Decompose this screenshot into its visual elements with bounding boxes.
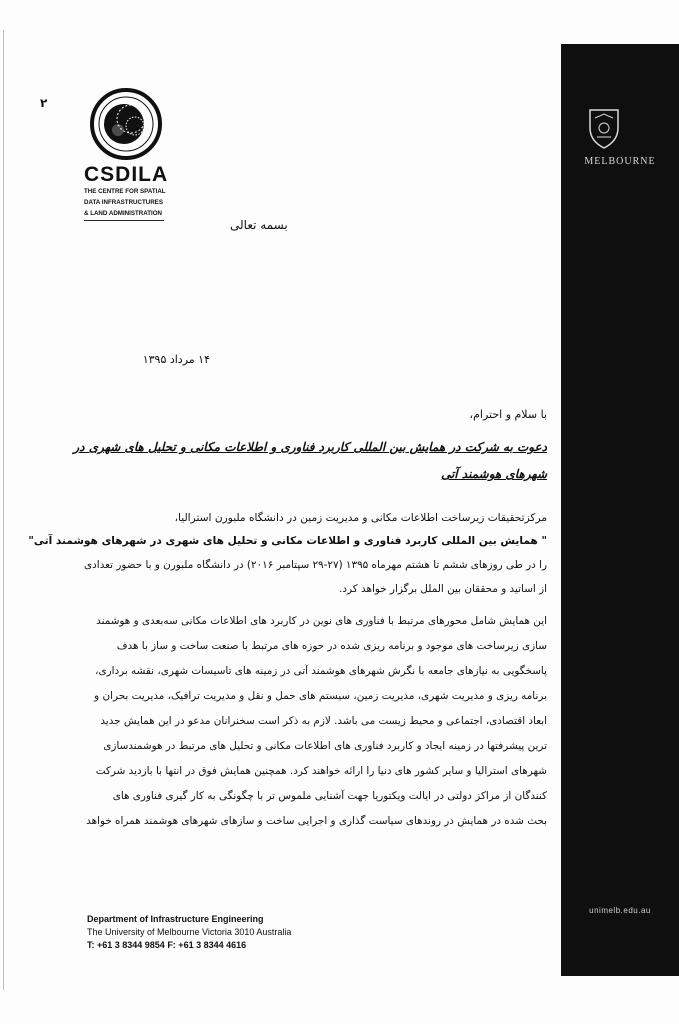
letter-date: ۱۴ مرداد ۱۳۹۵ (142, 353, 210, 366)
body-line-3: پاسخگویی به نیازهای جامعه با نگرش شهرهای هوشمند آتی در زمینه های تاسیسات شهری، نقشه برداری، (95, 665, 547, 677)
intro-line-1: مرکزتحقیقات زیرساخت اطلاعات مکانی و مدیریت زمین در دانشگاه ملبورن استرالیا، (174, 512, 547, 524)
logo-subtitle-1: THE CENTRE FOR SPATIAL (84, 188, 166, 195)
body-line-8: کنندگان از مراکز دولتی در ایالت ویکتوریا جهت آشنایی ملموس تر با چگونگی به کار گیری فناوری های (112, 790, 547, 802)
university-crest-icon (587, 106, 621, 150)
csdila-emblem-icon (88, 86, 164, 162)
university-url: unimelb.edu.au (589, 906, 651, 915)
body-line-5: ابعاد اقتصادی، اجتماعی و محیط زیست می باشد. لازم به ذکر است سخنرانان مدعو در این همایش جدید (100, 715, 547, 727)
footer-department: Department of Infrastructure Engineering (87, 914, 264, 924)
logo-divider (84, 220, 164, 221)
university-side-strip (561, 44, 679, 976)
intro-line-3: را در طی روزهای ششم تا هشتم مهرماه ۱۳۹۵ (۲۷-۲۹ سپتامبر ۲۰۱۶) در دانشگاه ملبورن و با حضور تعدادی (84, 559, 547, 571)
body-line-6: ترین پیشرفتها در زمینه ایجاد و کاربرد فناوری های اطلاعات مکانی و تحلیل های مرتبط در هوشمندسازی (103, 740, 547, 752)
university-name: MELBOURNE (584, 156, 656, 167)
letter-subject-line-1: دعوت به شرکت در همایش بین المللی کاربرد فناوری و اطلاعات مکانی و تحلیل های شهری در (73, 440, 547, 454)
body-line-4: برنامه ریزی و مدیریت شهری، مدیریت زمین، سیستم های حمل و نقل و مدیریت ترافیک، مدیریت بحران و (94, 690, 547, 702)
footer-address: The University of Melbourne Victoria 3010 Australia (87, 927, 292, 937)
body-line-7: شهرهای استرالیا و سایر کشور های دنیا را ارائه خواهند کرد. همچنین همایش فوق در انتها با بازدید شرکت (95, 765, 547, 777)
body-line-1: این همایش شامل محورهای مرتبط با فناوری های نوین در کاربرد های اطلاعات مکانی سه‌بعدی و هوشمند (96, 615, 547, 627)
logo-subtitle-2: DATA INFRASTRUCTURES (84, 199, 163, 206)
letter-heading: بسمه تعالی (230, 218, 288, 232)
body-line-9: بحث شده در همایش در روندهای سیاست گذاری و اجرایی ساخت و سازهای شهرهای هوشمند همراه خواهد (86, 815, 547, 827)
margin-mark: ۲ (40, 96, 48, 110)
intro-line-2: " همایش بین المللی کاربرد فناوری و اطلاعات مکانی و تحلیل های شهری در شهرهای هوشمند آتی" (28, 535, 547, 547)
letter-greeting: با سلام و احترام، (469, 408, 547, 421)
letter-footer (87, 913, 291, 952)
logo-name: CSDILA (84, 163, 169, 186)
logo-subtitle-3: & LAND ADMINISTRATION (84, 210, 163, 217)
csdila-logo (84, 86, 174, 221)
page-edge (3, 30, 4, 990)
footer-contact: T: +61 3 8344 9854 F: +61 3 8344 4616 (87, 940, 247, 950)
intro-line-4: از اساتید و محققان بین الملل برگزار خواهد کرد. (339, 583, 547, 595)
body-line-2: سازی زیرساخت های موجود و برنامه ریزی شده در حوزه های مرتبط با صنعت ساخت و ساز با هدف (116, 640, 547, 652)
letter-subject-line-2: شهرهای هوشمند آتی (440, 467, 547, 481)
